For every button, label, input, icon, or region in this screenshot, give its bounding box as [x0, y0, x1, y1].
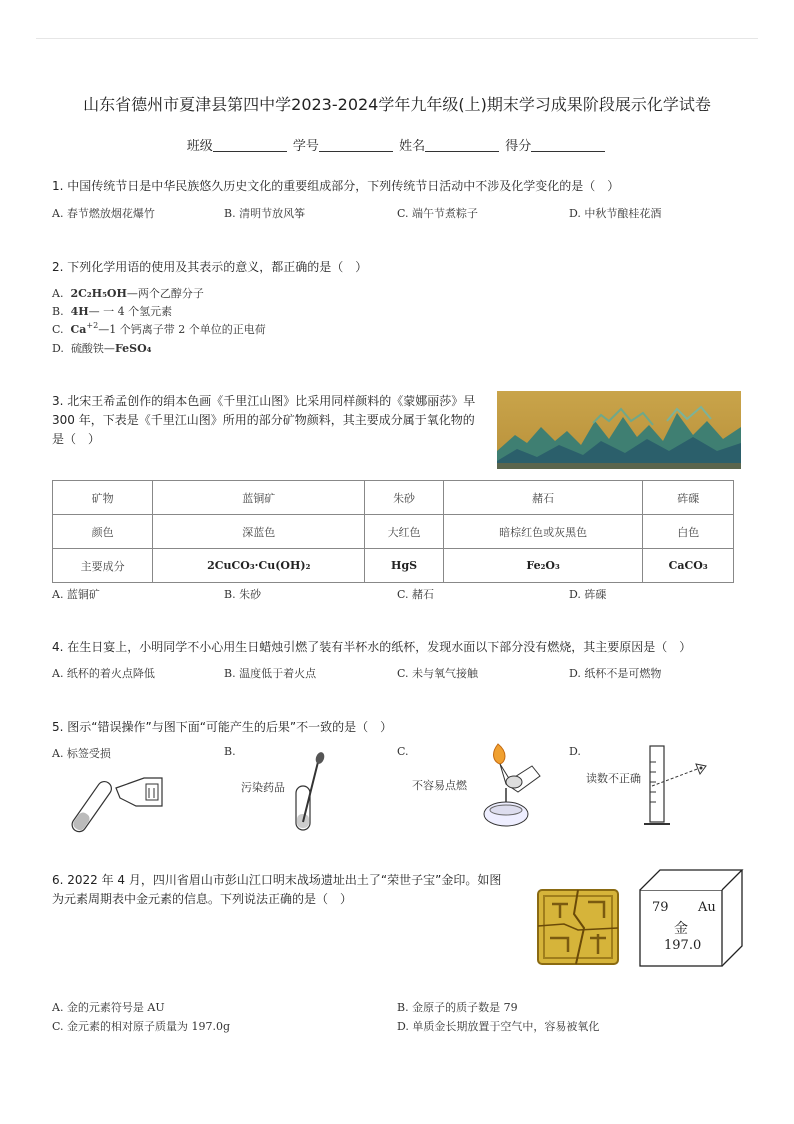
q2-c-charge: +2 — [86, 321, 99, 330]
q3-stem-line1: 3. 北宋王希孟创作的绢本色画《千里江山图》比采用同样颜料的《蒙娜丽莎》早 — [52, 394, 476, 408]
element-name: 金 — [674, 921, 688, 937]
table-cell: 白色 — [643, 515, 734, 549]
element-symbol: Au — [698, 900, 716, 915]
table-cell: CaCO₃ — [643, 549, 734, 583]
table-cell: 朱砂 — [365, 481, 444, 515]
q6-stem-line1: 6. 2022 年 4 月，四川省眉山市彭山江口明末战场遗址出土了“荣世子宝”金印。如图 — [52, 873, 502, 887]
table-row — [53, 515, 734, 549]
student-no-label: 学号 — [292, 139, 319, 154]
q6-option-a[interactable]: A. 金的元素符号是 AU — [52, 1001, 165, 1014]
table-cell: 2CuCO₃·Cu(OH)₂ — [153, 549, 365, 583]
q1-stem: 1. 中国传统节日是中华民族悠久历史文化的重要组成部分，下列传统节日活动中不涉及化学变化的是（ ） — [52, 179, 620, 193]
q2-option-b[interactable] — [52, 303, 172, 319]
graduated-cylinder-figure — [640, 742, 710, 830]
q2-c-text: —1 个钙离子带 2 个单位的正电荷 — [98, 323, 266, 336]
minerals-table — [52, 480, 734, 583]
dropper-test-tube-figure — [290, 752, 330, 832]
q5-option-b[interactable]: B. — [224, 745, 236, 758]
gold-seal-image — [534, 884, 622, 968]
landscape-painting-image — [497, 391, 741, 469]
q1-option-d[interactable]: D. 中秋节酿桂花酒 — [569, 207, 662, 220]
q3-option-a[interactable]: A. 蓝铜矿 — [52, 588, 100, 601]
q2-d-text: 硫酸铁— — [70, 342, 115, 355]
table-row — [53, 549, 734, 583]
q4-option-c[interactable]: C. 未与氧气接触 — [397, 667, 479, 680]
q2-stem: 2. 下列化学用语的使用及其表示的意义，都正确的是（ ） — [52, 260, 368, 274]
q5-option-c[interactable]: C. — [397, 745, 409, 758]
atomic-mass: 197.0 — [664, 938, 702, 953]
q4-option-d[interactable]: D. 纸杯不是可燃物 — [569, 667, 662, 680]
q2-c-formula: Ca — [70, 323, 87, 336]
q4-stem: 4. 在生日宴上，小明同学不小心用生日蜡烛引燃了装有半杯水的纸杯，发现水面以下部分没有燃烧，其主要原因是（ ） — [52, 640, 692, 654]
q5-b-caption: 污染药品 — [241, 781, 285, 794]
table-cell: 主要成分 — [53, 549, 153, 583]
table-cell: 蓝铜矿 — [153, 481, 365, 515]
q2-b-text: — 一 4 个氢元素 — [88, 305, 173, 318]
element-card-frame — [638, 868, 744, 968]
q2-d-formula: FeSO₄ — [114, 342, 152, 355]
q3-stem — [52, 392, 482, 449]
q2-a-formula: 2C₂H₅OH — [70, 287, 127, 300]
name-blank[interactable] — [425, 137, 499, 152]
pouring-liquid-figure — [70, 768, 180, 838]
q5-d-caption: 读数不正确 — [586, 772, 641, 785]
q2-a-text: —两个乙醇分子 — [126, 287, 204, 300]
atomic-number: 79 — [652, 900, 669, 915]
q1-option-b[interactable]: B. 清明节放风筝 — [224, 207, 306, 220]
table-cell: 赭石 — [443, 481, 643, 515]
q1-option-a[interactable]: A. 春节燃放烟花爆竹 — [52, 207, 155, 220]
q3-option-d[interactable]: D. 砗磲 — [569, 588, 607, 601]
q6-option-d[interactable]: D. 单质金长期放置于空气中，容易被氧化 — [397, 1020, 600, 1033]
top-divider — [36, 38, 758, 39]
page-title: 山东省德州市夏津县第四中学2023-2024学年九年级(上)期末学习成果阶段展示化学试卷 — [83, 95, 711, 114]
q1-option-c[interactable]: C. 端午节煮粽子 — [397, 207, 479, 220]
score-blank[interactable] — [531, 137, 605, 152]
q2-b-label: B. — [52, 305, 64, 318]
table-cell: 颜色 — [53, 515, 153, 549]
table-cell: 深蓝色 — [153, 515, 365, 549]
table-cell: Fe₂O₃ — [443, 549, 643, 583]
student-no-blank[interactable] — [319, 137, 393, 152]
q2-option-a[interactable] — [52, 285, 204, 301]
table-cell: HgS — [365, 549, 444, 583]
table-row — [53, 481, 734, 515]
q2-c-label: C. — [52, 323, 64, 336]
q5-stem: 5. 图示“错误操作”与图下面“可能产生的后果”不一致的是（ ） — [52, 720, 393, 734]
q6-option-b[interactable]: B. 金原子的质子数是 79 — [397, 1001, 518, 1014]
alcohol-lamp-figure — [470, 740, 550, 830]
name-label: 姓名 — [399, 139, 426, 154]
q6-option-c[interactable]: C. 金元素的相对原子质量为 197.0g — [52, 1020, 231, 1033]
q6-stem — [52, 871, 522, 909]
q3-stem-line2: 300 年，下表是《千里江山图》所用的部分矿物颜料，其主要成分属于氧化物的 — [52, 413, 475, 427]
q2-d-label: D. — [52, 342, 64, 355]
q5-option-a[interactable]: A. 标签受损 — [52, 747, 111, 760]
q2-a-label: A. — [52, 287, 64, 300]
table-cell: 矿物 — [53, 481, 153, 515]
q2-option-d[interactable] — [52, 340, 152, 356]
score-label: 得分 — [505, 139, 532, 154]
q4-option-b[interactable]: B. 温度低于着火点 — [224, 667, 317, 680]
table-cell: 砗磲 — [643, 481, 734, 515]
q2-option-c[interactable] — [52, 321, 266, 337]
q5-option-d[interactable]: D. — [569, 745, 581, 758]
element-card-gold — [638, 868, 744, 968]
q6-stem-line2: 为元素周期表中金元素的信息。下列说法正确的是（ ） — [52, 892, 353, 906]
q5-c-caption: 不容易点燃 — [412, 779, 467, 792]
table-cell: 暗棕红色或灰黑色 — [443, 515, 643, 549]
q3-stem-line3: 是（ ） — [52, 432, 101, 446]
q4-option-a[interactable]: A. 纸杯的着火点降低 — [52, 667, 155, 680]
student-info-line — [0, 135, 794, 154]
class-blank[interactable] — [213, 137, 287, 152]
table-cell: 大红色 — [365, 515, 444, 549]
class-label: 班级 — [186, 139, 213, 154]
q3-option-b[interactable]: B. 朱砂 — [224, 588, 262, 601]
q3-option-c[interactable]: C. 赭石 — [397, 588, 435, 601]
q2-b-formula: 4H — [70, 305, 89, 318]
